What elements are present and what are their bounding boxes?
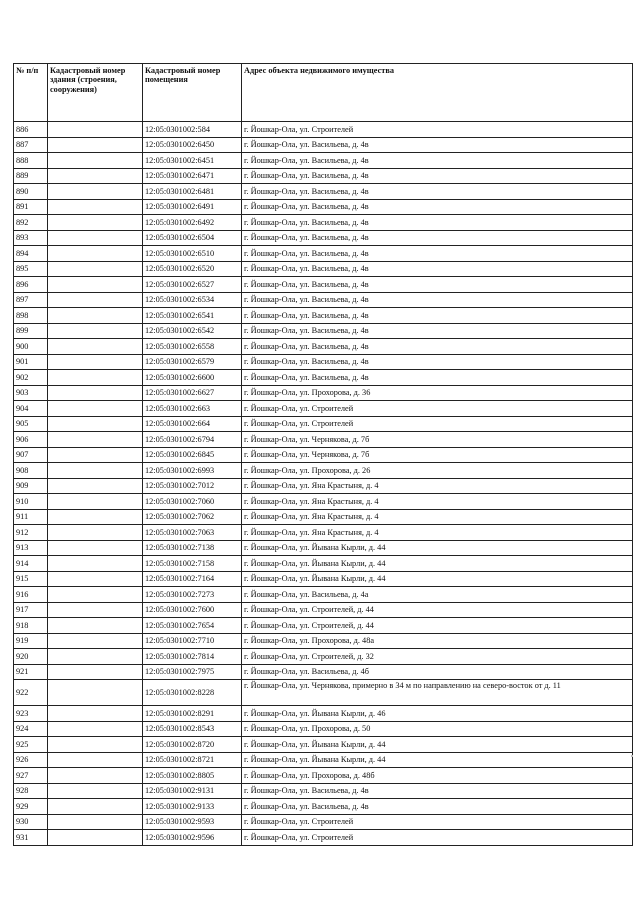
row-num-cell: 902	[14, 370, 48, 386]
building-cadastral-cell	[48, 783, 143, 799]
row-num-cell: 903	[14, 385, 48, 401]
address-cell: г. Йошкар-Ола, ул. Васильева, д. 4в	[242, 339, 633, 355]
address-cell: г. Йошкар-Ола, ул. Васильева, д. 4в	[242, 261, 633, 277]
table-row	[14, 308, 633, 324]
table-row	[14, 752, 633, 768]
row-num-cell: 889	[14, 168, 48, 184]
table-row	[14, 830, 633, 846]
address-cell: г. Йошкар-Ола, ул. Васильева, д. 4а	[242, 587, 633, 603]
cadastral-table	[13, 63, 633, 846]
row-num-cell: 924	[14, 721, 48, 737]
row-num-cell: 901	[14, 354, 48, 370]
row-num-cell: 895	[14, 261, 48, 277]
table-row	[14, 494, 633, 510]
address-cell: г. Йошкар-Ола, ул. Васильева, д. 4в	[242, 215, 633, 231]
building-cadastral-cell	[48, 463, 143, 479]
premises-cadastral-cell: 12:05:0301002:6471	[143, 168, 242, 184]
row-num-cell: 886	[14, 122, 48, 138]
row-num-cell: 891	[14, 199, 48, 215]
table-row	[14, 768, 633, 784]
premises-cadastral-cell: 12:05:0301002:7654	[143, 618, 242, 634]
premises-cadastral-cell: 12:05:0301002:8805	[143, 768, 242, 784]
row-num-cell: 926	[14, 752, 48, 768]
row-num-cell: 894	[14, 246, 48, 262]
building-cadastral-cell	[48, 339, 143, 355]
table-row	[14, 618, 633, 634]
row-num-cell: 890	[14, 184, 48, 200]
address-cell: г. Йошкар-Ола, ул. Яна Крастыня, д. 4	[242, 509, 633, 525]
premises-cadastral-cell: 12:05:0301002:8291	[143, 706, 242, 722]
building-cadastral-cell	[48, 633, 143, 649]
table-row	[14, 370, 633, 386]
table-row	[14, 385, 633, 401]
premises-cadastral-cell: 12:05:0301002:6451	[143, 153, 242, 169]
premises-cadastral-cell: 12:05:0301002:7158	[143, 556, 242, 572]
address-cell: г. Йошкар-Ола, ул. Строителей	[242, 814, 633, 830]
premises-cadastral-cell: 12:05:0301002:6491	[143, 199, 242, 215]
table-row	[14, 633, 633, 649]
row-num-cell: 928	[14, 783, 48, 799]
row-num-cell: 919	[14, 633, 48, 649]
row-num-cell: 911	[14, 509, 48, 525]
table-row	[14, 571, 633, 587]
row-num-cell: 930	[14, 814, 48, 830]
table-row	[14, 556, 633, 572]
building-cadastral-cell	[48, 680, 143, 706]
building-cadastral-cell	[48, 447, 143, 463]
address-cell: г. Йошкар-Ола, ул. Васильева, д. 4в	[242, 168, 633, 184]
building-cadastral-cell	[48, 199, 143, 215]
premises-cadastral-cell: 12:05:0301002:9596	[143, 830, 242, 846]
address-cell: г. Йошкар-Ола, ул. Прохорова, д. 48а	[242, 633, 633, 649]
premises-cadastral-cell: 12:05:0301002:7063	[143, 525, 242, 541]
building-cadastral-cell	[48, 261, 143, 277]
premises-cadastral-cell: 12:05:0301002:9593	[143, 814, 242, 830]
table-row	[14, 680, 633, 706]
building-cadastral-cell	[48, 416, 143, 432]
row-num-cell: 899	[14, 323, 48, 339]
address-cell: г. Йошкар-Ола, ул. Прохорова, д. 48б	[242, 768, 633, 784]
row-num-cell: 912	[14, 525, 48, 541]
row-num-cell: 896	[14, 277, 48, 293]
table-row	[14, 664, 633, 680]
building-cadastral-cell	[48, 308, 143, 324]
building-cadastral-cell	[48, 385, 143, 401]
row-num-cell: 904	[14, 401, 48, 417]
premises-cadastral-cell: 12:05:0301002:9133	[143, 799, 242, 815]
row-num-cell: 906	[14, 432, 48, 448]
address-cell: г. Йошкар-Ола, ул. Йывана Кырли, д. 44	[242, 737, 633, 753]
premises-cadastral-cell: 12:05:0301002:8720	[143, 737, 242, 753]
address-cell: г. Йошкар-Ола, ул. Васильева, д. 4в	[242, 783, 633, 799]
premises-cadastral-cell: 12:05:0301002:6600	[143, 370, 242, 386]
premises-cadastral-cell: 12:05:0301002:6579	[143, 354, 242, 370]
premises-cadastral-cell: 12:05:0301002:6993	[143, 463, 242, 479]
premises-cadastral-cell: 12:05:0301002:9131	[143, 783, 242, 799]
table-row	[14, 649, 633, 665]
premises-cadastral-cell: 12:05:0301002:6794	[143, 432, 242, 448]
premises-cadastral-cell: 12:05:0301002:7975	[143, 664, 242, 680]
address-cell: г. Йошкар-Ола, ул. Васильева, д. 4в	[242, 799, 633, 815]
address-cell: г. Йошкар-Ола, ул. Чернякова, д. 7б	[242, 432, 633, 448]
address-cell: г. Йошкар-Ола, ул. Прохорова, д. 36	[242, 385, 633, 401]
building-cadastral-cell	[48, 153, 143, 169]
row-num-cell: 907	[14, 447, 48, 463]
table-row	[14, 540, 633, 556]
table-row	[14, 401, 633, 417]
building-cadastral-cell	[48, 354, 143, 370]
row-num-cell: 931	[14, 830, 48, 846]
address-cell: г. Йошкар-Ола, ул. Чернякова, примерно в 34 м по направлению на северо-восток от д. 11	[242, 680, 633, 706]
address-cell: г. Йошкар-Ола, ул. Васильева, д. 4в	[242, 184, 633, 200]
table-body	[14, 122, 633, 846]
premises-cadastral-cell: 12:05:0301002:6492	[143, 215, 242, 231]
building-cadastral-cell	[48, 370, 143, 386]
address-cell: г. Йошкар-Ола, ул. Васильева, д. 4в	[242, 199, 633, 215]
row-num-cell: 929	[14, 799, 48, 815]
address-cell: г. Йошкар-Ола, ул. Васильева, д. 4в	[242, 137, 633, 153]
address-cell: г. Йошкар-Ола, ул. Йывана Кырли, д. 46	[242, 706, 633, 722]
building-cadastral-cell	[48, 664, 143, 680]
building-cadastral-cell	[48, 292, 143, 308]
table-row	[14, 277, 633, 293]
building-cadastral-cell	[48, 830, 143, 846]
address-cell: г. Йошкар-Ола, ул. Васильева, д. 4в	[242, 230, 633, 246]
table-row	[14, 463, 633, 479]
row-num-cell: 909	[14, 478, 48, 494]
row-num-cell: 925	[14, 737, 48, 753]
address-cell: г. Йошкар-Ола, ул. Васильева, д. 4в	[242, 308, 633, 324]
address-cell: г. Йошкар-Ола, ул. Яна Крастыня, д. 4	[242, 494, 633, 510]
premises-cadastral-cell: 12:05:0301002:664	[143, 416, 242, 432]
building-cadastral-cell	[48, 184, 143, 200]
row-num-cell: 920	[14, 649, 48, 665]
address-cell: г. Йошкар-Ола, ул. Йывана Кырли, д. 44	[242, 571, 633, 587]
building-cadastral-cell	[48, 168, 143, 184]
table-row	[14, 447, 633, 463]
row-num-cell: 921	[14, 664, 48, 680]
table-row	[14, 339, 633, 355]
address-cell: г. Йошкар-Ола, ул. Васильева, д. 4в	[242, 354, 633, 370]
table-row	[14, 814, 633, 830]
address-cell: г. Йошкар-Ола, ул. Строителей	[242, 122, 633, 138]
premises-cadastral-cell: 12:05:0301002:6481	[143, 184, 242, 200]
building-cadastral-cell	[48, 752, 143, 768]
row-num-cell: 908	[14, 463, 48, 479]
table-row	[14, 478, 633, 494]
building-cadastral-cell	[48, 737, 143, 753]
premises-cadastral-cell: 12:05:0301002:7814	[143, 649, 242, 665]
building-cadastral-cell	[48, 246, 143, 262]
table-row	[14, 783, 633, 799]
row-num-cell: 927	[14, 768, 48, 784]
premises-cadastral-cell: 12:05:0301002:8228	[143, 680, 242, 706]
building-cadastral-cell	[48, 215, 143, 231]
table-row	[14, 184, 633, 200]
table-row	[14, 292, 633, 308]
table-row	[14, 122, 633, 138]
address-cell: г. Йошкар-Ола, ул. Строителей	[242, 401, 633, 417]
address-cell: г. Йошкар-Ола, ул. Васильева, д. 4в	[242, 246, 633, 262]
address-cell: г. Йошкар-Ола, ул. Васильева, д. 4в	[242, 323, 633, 339]
row-num-cell: 905	[14, 416, 48, 432]
building-cadastral-cell	[48, 706, 143, 722]
premises-cadastral-cell: 12:05:0301002:7012	[143, 478, 242, 494]
address-cell: г. Йошкар-Ола, ул. Строителей, д. 44	[242, 602, 633, 618]
building-cadastral-cell	[48, 432, 143, 448]
table-row	[14, 168, 633, 184]
table-row	[14, 432, 633, 448]
address-cell: г. Йошкар-Ола, ул. Прохорова, д. 50	[242, 721, 633, 737]
table-row	[14, 416, 633, 432]
row-num-cell: 897	[14, 292, 48, 308]
row-num-cell: 914	[14, 556, 48, 572]
premises-cadastral-cell: 12:05:0301002:8721	[143, 752, 242, 768]
row-num-cell: 892	[14, 215, 48, 231]
premises-cadastral-cell: 12:05:0301002:7138	[143, 540, 242, 556]
premises-cadastral-cell: 12:05:0301002:7060	[143, 494, 242, 510]
building-cadastral-cell	[48, 540, 143, 556]
header-premises-cadastral: Кадастровый номер помещения	[143, 64, 242, 122]
address-cell: г. Йошкар-Ола, ул. Васильева, д. 4в	[242, 277, 633, 293]
header-building-cadastral: Кадастровый номер здания (строения, сооружения)	[48, 64, 143, 122]
building-cadastral-cell	[48, 401, 143, 417]
building-cadastral-cell	[48, 587, 143, 603]
table-row	[14, 230, 633, 246]
premises-cadastral-cell: 12:05:0301002:7062	[143, 509, 242, 525]
building-cadastral-cell	[48, 571, 143, 587]
building-cadastral-cell	[48, 814, 143, 830]
address-cell: г. Йошкар-Ола, ул. Чернякова, д. 7б	[242, 447, 633, 463]
premises-cadastral-cell: 12:05:0301002:584	[143, 122, 242, 138]
premises-cadastral-cell: 12:05:0301002:6450	[143, 137, 242, 153]
row-num-cell: 913	[14, 540, 48, 556]
scan-speck	[631, 755, 633, 757]
premises-cadastral-cell: 12:05:0301002:7164	[143, 571, 242, 587]
building-cadastral-cell	[48, 478, 143, 494]
table-row	[14, 261, 633, 277]
building-cadastral-cell	[48, 721, 143, 737]
building-cadastral-cell	[48, 649, 143, 665]
building-cadastral-cell	[48, 509, 143, 525]
table-row	[14, 587, 633, 603]
table-row	[14, 602, 633, 618]
address-cell: г. Йошкар-Ола, ул. Яна Крастыня, д. 4	[242, 478, 633, 494]
premises-cadastral-cell: 12:05:0301002:6542	[143, 323, 242, 339]
table-row	[14, 737, 633, 753]
premises-cadastral-cell: 12:05:0301002:6510	[143, 246, 242, 262]
premises-cadastral-cell: 12:05:0301002:6558	[143, 339, 242, 355]
row-num-cell: 916	[14, 587, 48, 603]
building-cadastral-cell	[48, 602, 143, 618]
premises-cadastral-cell: 12:05:0301002:6527	[143, 277, 242, 293]
premises-cadastral-cell: 12:05:0301002:6541	[143, 308, 242, 324]
row-num-cell: 910	[14, 494, 48, 510]
table-row	[14, 323, 633, 339]
building-cadastral-cell	[48, 768, 143, 784]
table-row	[14, 246, 633, 262]
table-row	[14, 509, 633, 525]
table-row	[14, 525, 633, 541]
address-cell: г. Йошкар-Ола, ул. Строителей	[242, 830, 633, 846]
building-cadastral-cell	[48, 525, 143, 541]
address-cell: г. Йошкар-Ола, ул. Йывана Кырли, д. 44	[242, 752, 633, 768]
address-cell: г. Йошкар-Ола, ул. Васильева, д. 4б	[242, 664, 633, 680]
table-row	[14, 199, 633, 215]
address-cell: г. Йошкар-Ола, ул. Строителей, д. 44	[242, 618, 633, 634]
building-cadastral-cell	[48, 277, 143, 293]
building-cadastral-cell	[48, 122, 143, 138]
premises-cadastral-cell: 12:05:0301002:8543	[143, 721, 242, 737]
premises-cadastral-cell: 12:05:0301002:7273	[143, 587, 242, 603]
premises-cadastral-cell: 12:05:0301002:7600	[143, 602, 242, 618]
table-row	[14, 215, 633, 231]
address-cell: г. Йошкар-Ола, ул. Васильева, д. 4в	[242, 153, 633, 169]
premises-cadastral-cell: 12:05:0301002:7710	[143, 633, 242, 649]
building-cadastral-cell	[48, 618, 143, 634]
address-cell: г. Йошкар-Ола, ул. Строителей, д. 32	[242, 649, 633, 665]
row-num-cell: 898	[14, 308, 48, 324]
building-cadastral-cell	[48, 494, 143, 510]
row-num-cell: 917	[14, 602, 48, 618]
row-num-cell: 915	[14, 571, 48, 587]
building-cadastral-cell	[48, 799, 143, 815]
table-row	[14, 721, 633, 737]
premises-cadastral-cell: 12:05:0301002:663	[143, 401, 242, 417]
building-cadastral-cell	[48, 137, 143, 153]
address-cell: г. Йошкар-Ола, ул. Строителей	[242, 416, 633, 432]
row-num-cell: 887	[14, 137, 48, 153]
address-cell: г. Йошкар-Ола, ул. Васильева, д. 4в	[242, 370, 633, 386]
row-num-cell: 888	[14, 153, 48, 169]
building-cadastral-cell	[48, 323, 143, 339]
row-num-cell: 923	[14, 706, 48, 722]
header-address: Адрес объекта недвижимого имущества	[242, 64, 633, 122]
row-num-cell: 918	[14, 618, 48, 634]
premises-cadastral-cell: 12:05:0301002:6534	[143, 292, 242, 308]
address-cell: г. Йошкар-Ола, ул. Йывана Кырли, д. 44	[242, 540, 633, 556]
premises-cadastral-cell: 12:05:0301002:6627	[143, 385, 242, 401]
building-cadastral-cell	[48, 556, 143, 572]
table-row	[14, 706, 633, 722]
building-cadastral-cell	[48, 230, 143, 246]
premises-cadastral-cell: 12:05:0301002:6504	[143, 230, 242, 246]
address-cell: г. Йошкар-Ола, ул. Васильева, д. 4в	[242, 292, 633, 308]
table-row	[14, 153, 633, 169]
table-row	[14, 799, 633, 815]
premises-cadastral-cell: 12:05:0301002:6845	[143, 447, 242, 463]
table-row	[14, 137, 633, 153]
premises-cadastral-cell: 12:05:0301002:6520	[143, 261, 242, 277]
row-num-cell: 893	[14, 230, 48, 246]
address-cell: г. Йошкар-Ола, ул. Прохорова, д. 26	[242, 463, 633, 479]
row-num-cell: 922	[14, 680, 48, 706]
address-cell: г. Йошкар-Ола, ул. Яна Крастыня, д. 4	[242, 525, 633, 541]
table-header-row	[14, 64, 633, 122]
header-num: № п/п	[14, 64, 48, 122]
table-row	[14, 354, 633, 370]
row-num-cell: 900	[14, 339, 48, 355]
address-cell: г. Йошкар-Ола, ул. Йывана Кырли, д. 44	[242, 556, 633, 572]
